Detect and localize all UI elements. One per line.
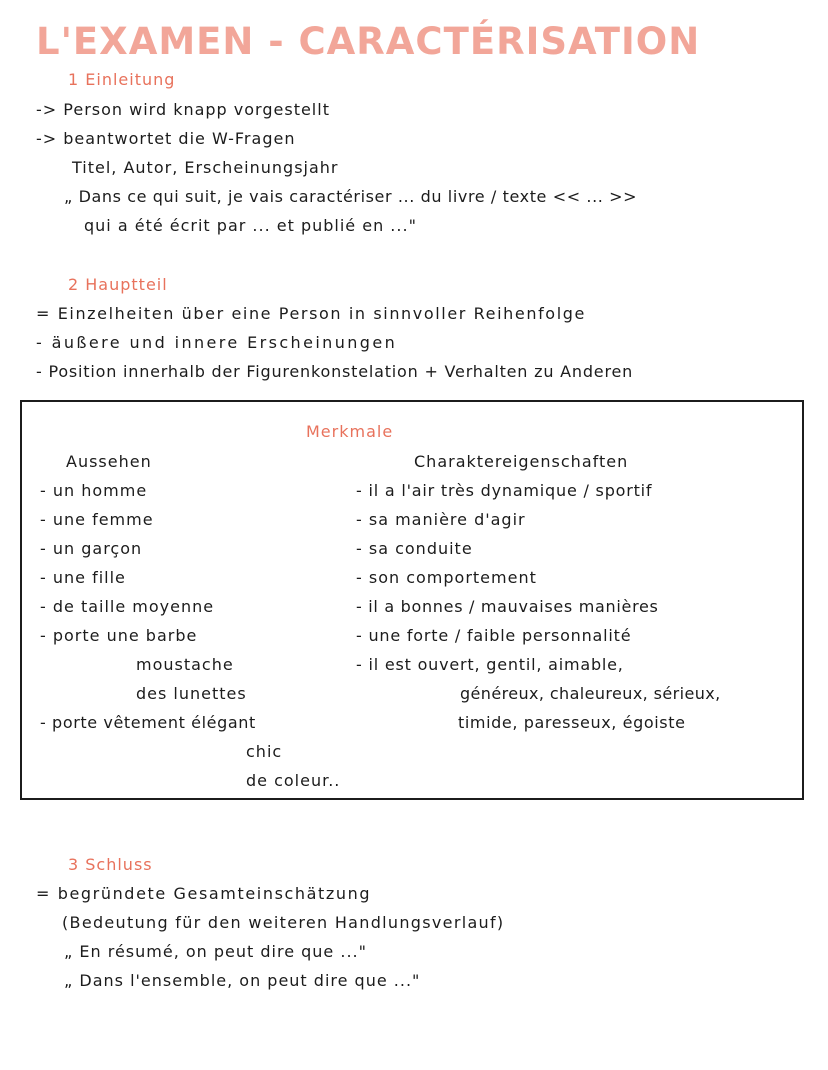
right-list-item: - son comportement [356, 568, 537, 587]
left-list-item: - une femme [40, 510, 154, 529]
left-list-item: moustache [136, 655, 234, 674]
section-heading-hauptteil: 2 Hauptteil [68, 275, 168, 294]
conclusion-quote: „ Dans l'ensemble, on peut dire que ..." [64, 971, 421, 990]
right-list-item: - il a bonnes / mauvaises manières [356, 597, 659, 616]
section-heading-schluss: 3 Schluss [68, 855, 153, 874]
page-title: L'EXAMEN - CARACTÉRISATION [36, 20, 701, 63]
left-list-item: - porte vêtement élégant [40, 713, 256, 732]
right-column-heading: Charaktereigenschaften [414, 452, 629, 471]
left-list-item: - un garçon [40, 539, 143, 558]
intro-line: Titel, Autor, Erscheinungsjahr [72, 158, 339, 177]
box-title: Merkmale [306, 422, 394, 441]
left-column-heading: Aussehen [66, 452, 152, 471]
left-list-item: - une fille [40, 568, 126, 587]
left-list-item: chic [246, 742, 283, 761]
left-list-item: - porte une barbe [40, 626, 198, 645]
intro-quote: qui a été écrit par ... et publié en ..." [84, 216, 417, 235]
right-list-item: - sa manière d'agir [356, 510, 526, 529]
main-line: - Position innerhalb der Figurenkonstelation + Verhalten zu Anderen [36, 362, 634, 381]
right-list-item: généreux, chaleureux, sérieux, [460, 684, 721, 703]
left-list-item: des lunettes [136, 684, 247, 703]
left-list-item: - un homme [40, 481, 148, 500]
left-list-item: - de taille moyenne [40, 597, 215, 616]
section-heading-einleitung: 1 Einleitung [68, 70, 176, 89]
right-list-item: - il est ouvert, gentil, aimable, [356, 655, 624, 674]
intro-line: -> beantwortet die W-Fragen [36, 129, 296, 148]
conclusion-line: = begründete Gesamteinschätzung [36, 884, 372, 903]
intro-quote: „ Dans ce qui suit, je vais caractériser ... du livre / texte << ... >> [64, 187, 638, 206]
main-line: - äußere und innere Erscheinungen [36, 333, 398, 352]
merkmale-box [20, 400, 804, 800]
main-line: = Einzelheiten über eine Person in sinnvoller Reihenfolge [36, 304, 586, 323]
conclusion-quote: „ En résumé, on peut dire que ..." [64, 942, 367, 961]
right-list-item: - sa conduite [356, 539, 473, 558]
right-list-item: timide, paresseux, égoiste [458, 713, 686, 732]
right-list-item: - il a l'air très dynamique / sportif [356, 481, 653, 500]
conclusion-line: (Bedeutung für den weiteren Handlungsverlauf) [62, 913, 505, 932]
right-list-item: - une forte / faible personnalité [356, 626, 632, 645]
intro-line: -> Person wird knapp vorgestellt [36, 100, 330, 119]
left-list-item: de coleur.. [246, 771, 341, 790]
